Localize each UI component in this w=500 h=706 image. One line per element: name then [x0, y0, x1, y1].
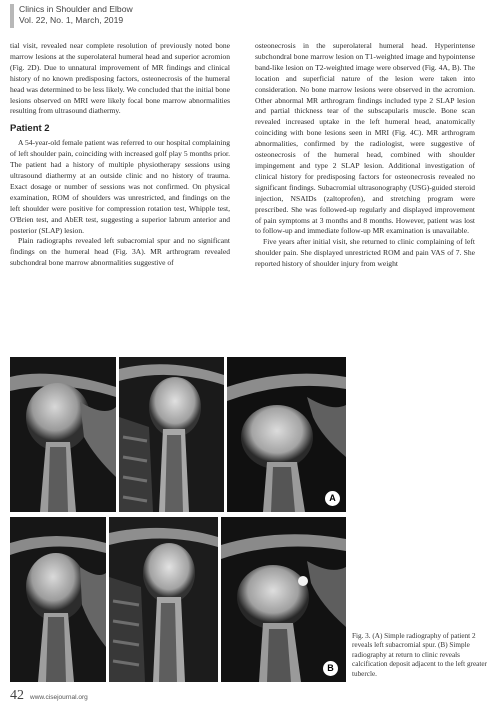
journal-title: Clinics in Shoulder and Elbow: [19, 4, 133, 14]
paragraph: osteonecrosis in the superolateral humeral head. Hyperintense subchondral bone marrow lesion on T1-weighted image and hypointense band-like lesion on T2-weighted image were observed (Fig. 4A, B). The location and superficial nature of the lesion were taken into consideration. No bone marrow lesions were observed in the acromion. Other abnormal MR arthrogram findings included type 2 SLAP lesion and partial thickness tear of the subscapularis muscle. Bone scan revealed increased uptake in the left humeral head, anatomically coinciding with bone lesions seen in MRI (Fig. 4C). MR arthrogram abnormalities, confirmed by the radiologist, were suggestive of osteonecrosis of the humeral head, combined with shoulder impingement and type 2 SLAP lesion. Additional investigation of clinical history for predisposing factors for osteonecrosis revealed no significant findings. Subacromial ultrasonography (USG)-guided steroid injection, NSAIDs (zaltoprofen), and stretching program were prescribed. She was followed-up regularly and displayed improvement of pain symptoms at 3 months and 8 months. However, patient was lost to follow-up and immediate follow-up MR examination is unavailable.: [255, 41, 475, 236]
radiograph-b2: [109, 517, 218, 682]
radiograph-b3: [221, 517, 346, 682]
left-text-column: [10, 41, 230, 269]
header-text-block: [19, 4, 133, 28]
paragraph: A 54-year-old female patient was referred to our hospital complaining of left shoulder pain, coinciding with increased golf play 5 months prior. The patient had a history of multiple physiotherapy sessions using ultrasound diathermy at an outside clinic and no history of trauma. Exact dosage or number of sessions was not confirmed. On physical examination, ROM of shoulders was unrestricted, and findings on the left shoulder were positive for compression rotation test, Whipple test, O'Brien test, and AbER test, suggesting a superior labrum anterior and posterior (SLAP) lesion.: [10, 138, 230, 235]
figure-caption: Fig. 3. (A) Simple radiography of patient 2 reveals left subacromial spur. (B) Simple radiography at return to clinic reveals calcification deposit adjacent to the left greater tubercle.: [352, 632, 487, 678]
section-heading: Patient 2: [10, 123, 50, 135]
radiograph-a1: [10, 357, 116, 512]
right-text-column: [255, 41, 475, 270]
radiograph-a2: [119, 357, 224, 512]
panel-label-b: B: [323, 661, 338, 676]
paragraph: tial visit, revealed near complete resolution of previously noted bone marrow lesions at the superolateral humeral head and superior acromion (Fig. 2D). Due to unnatural improvement of MR findings and clinical history of no known predisposing factors, osteonecrosis of the humeral head was determined to be less likely. We concluded that the initial bone lesions observed on MRI were likely focal bone marrow abnormalities resulting from ultrasound diathermy.: [10, 41, 230, 116]
running-header: [10, 4, 133, 28]
radiograph-a3: [227, 357, 346, 512]
journal-url: www.cisejournal.org: [30, 694, 88, 701]
paragraph: Five years after initial visit, she returned to clinic complaining of left shoulder pain. She displayed unrestricted ROM and pain VAS of 7. She reported history of shoulder injury from weight: [255, 237, 475, 269]
radiograph-b1: [10, 517, 106, 682]
header-accent-bar: [10, 4, 14, 28]
journal-issue: Vol. 22, No. 1, March, 2019: [19, 15, 124, 25]
paragraph: Plain radiographs revealed left subacromial spur and no significant findings on the humeral head (Fig. 3A). MR arthrogram revealed subchondral bone marrow abnormalities suggestive of: [10, 236, 230, 268]
page-number: 42: [10, 688, 24, 703]
panel-label-a: A: [325, 491, 340, 506]
page-footer: [10, 688, 88, 704]
